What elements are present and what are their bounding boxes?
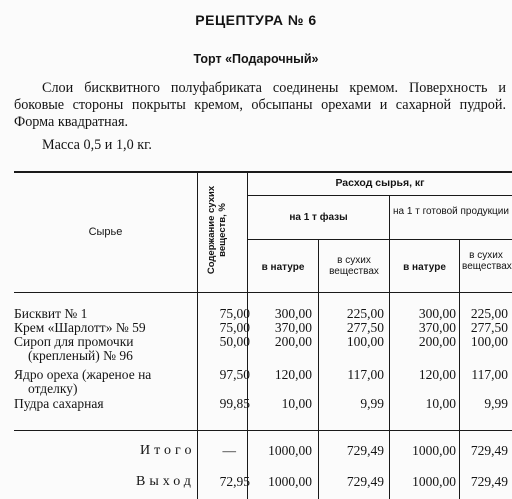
output-dry-product: 729,49	[470, 474, 508, 489]
header-natural-2: в натуре	[403, 262, 446, 273]
row-4-dry-product: 117,00	[471, 367, 508, 382]
row-1-dry-product: 225,00	[470, 306, 508, 321]
row-5-dry-product: 9,99	[484, 396, 508, 411]
header-natural-1: в натуре	[261, 262, 305, 273]
rule-below-phase	[248, 239, 512, 240]
row-5-dry: 99,85	[219, 396, 250, 411]
total-natural: 1000,00	[268, 443, 312, 458]
row-1-natural-product: 300,00	[418, 306, 456, 321]
row-1-dry: 75,00	[219, 306, 250, 321]
row-1-name: Бисквит № 1	[14, 306, 88, 321]
total-dry-product: 729,49	[470, 443, 508, 458]
header-bottom-rule	[14, 292, 512, 293]
row-3-natural-product: 200,00	[418, 334, 456, 349]
row-1-dry-matter: 225,00	[346, 306, 384, 321]
recipe-description: Слои бисквитного полуфабриката соединены кремом. Поверхность и боковые стороны покрыты кремом, обсыпаны орехами и сахарной пудрой. Форма квадратная.	[14, 80, 506, 130]
output-natural: 1000,00	[268, 474, 312, 489]
table-top-rule	[14, 171, 512, 173]
col-rule-1	[197, 172, 198, 499]
row-5-natural: 10,00	[281, 396, 312, 411]
total-natural-product: 1000,00	[412, 443, 456, 458]
header-dry-content: Содержание сухих веществ, %	[206, 185, 228, 275]
output-dry-matter: 729,49	[346, 474, 384, 489]
row-2-dry-product: 277,50	[470, 320, 508, 335]
total-dry: —	[222, 443, 236, 458]
row-4-name-cont: отделку)	[28, 381, 78, 396]
recipe-subtitle: Торт «Подарочный»	[193, 52, 319, 66]
rule-below-consumption	[248, 195, 512, 196]
total-label: Итого	[140, 443, 196, 458]
recipe-mass: Масса 0,5 и 1,0 кг.	[42, 137, 152, 153]
row-4-name: Ядро ореха (жареное на	[14, 367, 152, 382]
row-4-natural-product: 120,00	[418, 367, 456, 382]
output-label: Выход	[136, 474, 195, 489]
row-3-dry-product: 100,00	[470, 334, 508, 349]
col-rule-3	[318, 240, 319, 499]
row-4-dry-matter: 117,00	[347, 367, 384, 382]
header-per-product: на 1 т готовой продукции	[393, 206, 509, 217]
header-consumption: Расход сырья, кг	[335, 177, 425, 189]
row-2-dry: 75,00	[219, 320, 250, 335]
col-rule-4	[389, 196, 390, 499]
header-per-phase: на 1 т фазы	[289, 212, 348, 223]
row-2-name: Крем «Шарлотт» № 59	[14, 320, 146, 335]
total-dry-matter: 729,49	[346, 443, 384, 458]
row-2-natural-product: 370,00	[418, 320, 456, 335]
output-dry: 72,95	[219, 474, 250, 489]
row-3-name-cont: (крепленый) № 96	[28, 348, 133, 363]
header-dry-matter-1: в сухих веществах	[329, 255, 379, 277]
row-2-natural: 370,00	[274, 320, 312, 335]
output-natural-product: 1000,00	[412, 474, 456, 489]
row-5-natural-product: 10,00	[425, 396, 456, 411]
recipe-heading: РЕЦЕПТУРА № 6	[195, 12, 317, 28]
header-raw: Сырье	[88, 226, 123, 238]
row-4-dry: 97,50	[219, 367, 250, 382]
row-5-name: Пудра сахарная	[14, 396, 104, 411]
row-4-natural: 120,00	[274, 367, 312, 382]
row-3-dry-matter: 100,00	[346, 334, 384, 349]
totals-rule	[14, 430, 512, 431]
row-1-natural: 300,00	[274, 306, 312, 321]
row-3-dry: 50,00	[219, 334, 250, 349]
header-dry-matter-2: в сухих веществах	[462, 250, 512, 272]
row-5-dry-matter: 9,99	[360, 396, 384, 411]
row-3-name: Сироп для промочки	[14, 334, 134, 349]
row-2-dry-matter: 277,50	[346, 320, 384, 335]
row-3-natural: 200,00	[274, 334, 312, 349]
col-rule-5	[459, 240, 460, 499]
